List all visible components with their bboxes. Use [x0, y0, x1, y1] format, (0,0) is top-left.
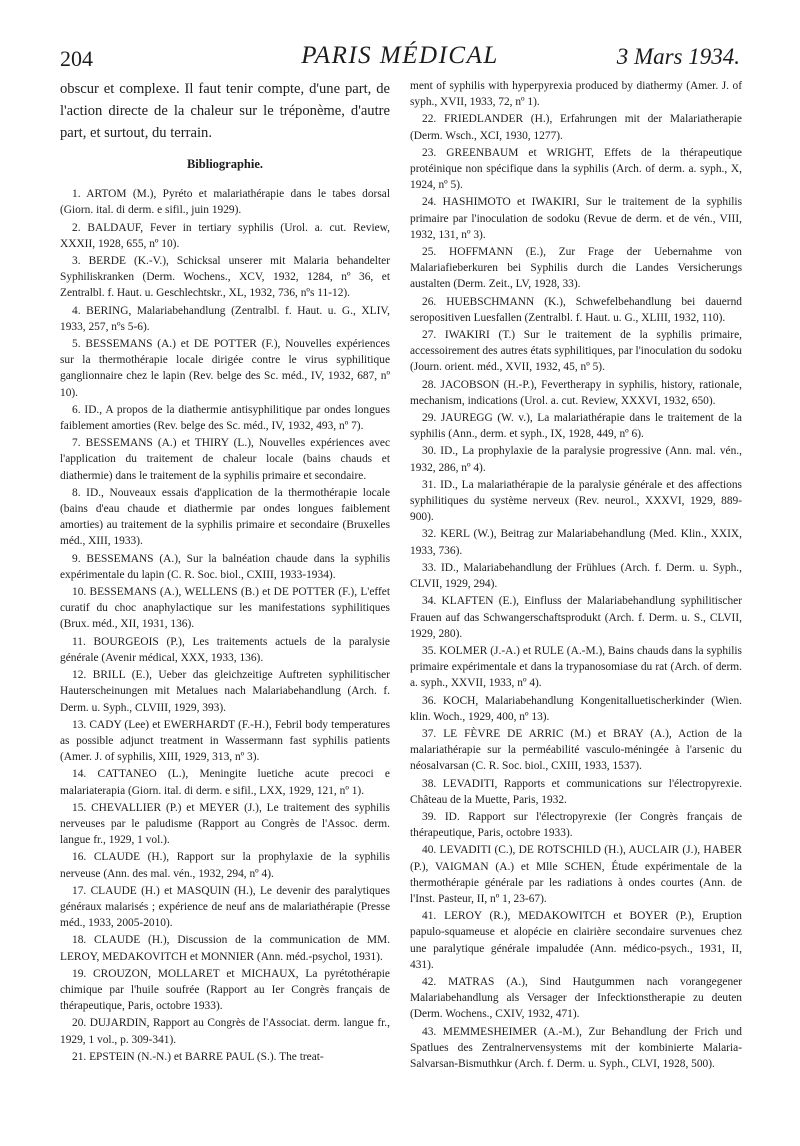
- journal-title: PARIS MÉDICAL: [301, 42, 499, 69]
- reference-item: 14. CATTANEO (L.), Meningite luetiche acute precoci e malariaterapia (Giorn. ital. di derm. e sifil., LXX, 1929, 121, nº 1).: [60, 768, 390, 797]
- reference-item: 35. KOLMER (J.-A.) et RULE (A.-M.), Bains chauds dans la syphilis primaire expérimentale et dans la trypanosomiase du rat (Arch. of derm. a. syph., XXVII, 1933, nº 4).: [410, 644, 742, 690]
- reference-item: 8. ID., Nouveaux essais d'application de la thermothérapie locale (bains d'eau chaude et diathermie par ondes longues faiblement amorties) au traitement de la syphilis primaire et secondaire (Bruxelles méd., XIII, 1933).: [60, 486, 390, 548]
- reference-item: 28. JACOBSON (H.-P.), Fevertherapy in syphilis, history, rationale, mechanism, indications (Urol. a. cut. Review, XXXVI, 1932, 650).: [410, 378, 742, 407]
- reference-item: 20. DUJARDIN, Rapport au Congrès de l'Associat. derm. langue fr., 1929, 1 vol., p. 309-341).: [60, 1017, 390, 1046]
- reference-item: 4. BERING, Malariabehandlung (Zentralbl. f. Haut. u. G., XLIV, 1933, 257, nºs 5-6).: [60, 304, 390, 333]
- left-column: [60, 78, 390, 1066]
- right-column: [410, 78, 742, 1073]
- reference-item: 23. GREENBAUM et WRIGHT, Effets de la thérapeutique protéinique non spécifique dans la syphilis (Arch. of derm. a. syph., X, 1924, nº 5).: [410, 146, 742, 192]
- reference-item: 1. ARTOM (M.), Pyréto et malariathérapie dans le tabes dorsal (Giorn. ital. di derm. e sifil., juin 1929).: [60, 188, 390, 217]
- reference-item: 24. HASHIMOTO et IWAKIRI, Sur le traitement de la syphilis primaire par l'inoculation de sodoku (Revue de derm. et de vén., VIII, 1932, 131, nº 3).: [410, 196, 742, 241]
- reference-item: 5. BESSEMANS (A.) et DE POTTER (F.), Nouvelles expériences sur la thermothérapie locale dirigée contre le virus syphilitique ganglionnaire chez le lapin (Rev. belge des Sc. méd., IV, 1932, 687, nº 10).: [60, 338, 390, 399]
- reference-item: 19. CROUZON, MOLLARET et MICHAUX, La pyrétothérapie chimique par l'huile soufrée (Rapport au Ier Congrès français de thérapeutique, Paris, octobre 1933).: [60, 967, 390, 1013]
- reference-item: 17. CLAUDE (H.) et MASQUIN (H.), Le devenir des paralytiques généraux malarisés ; expérience de neuf ans de malariathérapie (Presse méd., 1933, 2005-2010).: [60, 884, 390, 930]
- reference-item: 33. ID., Malariabehandlung der Frühlues (Arch. f. Derm. u. Syph., CLVII, 1929, 294).: [410, 561, 742, 591]
- intro-paragraph: obscur et complexe. Il faut tenir compte, d'une part, de l'action directe de la chaleur sur le tréponème, d'autre part, et surtout, du terrain.: [60, 81, 390, 141]
- reference-item: 31. ID., La malariathérapie de la paralysie générale et des affections syphilitiques du système nerveux (Rev. neurol., XXXVI, 1929, 889-900).: [410, 478, 742, 524]
- reference-item: 7. BESSEMANS (A.) et THIRY (L.), Nouvelles expériences avec l'application du traitement de chaleur locale (bains chauds et diathermie) dans le traitement de la syphilis primaire et secondaire.: [60, 437, 390, 482]
- page-header: [60, 42, 740, 76]
- reference-item: 32. KERL (W.), Beitrag zur Malariabehandlung (Med. Klin., XXIX, 1933, 736).: [410, 528, 742, 557]
- reference-item: 41. LEROY (R.), MEDAKOWITCH et BOYER (P.), Eruption papulo-squameuse et alopécie en clairière secondaire survenues chez une paralytique générale impaludée (Ann. médico-psych., 1931, II, 431).: [410, 910, 742, 971]
- reference-list-left: [60, 186, 390, 1065]
- reference-item: 16. CLAUDE (H.), Rapport sur la prophylaxie de la syphilis nerveuse (Ann. des mal. vén., 1932, 294, nº 4).: [60, 851, 390, 880]
- reference-item: 25. HOFFMANN (E.), Zur Frage der Uebernahme von Malariafieberkuren bei Syphilis durch die Landes Versicherungs austalten (Derm. Zeit., LV, 1928, 33).: [410, 246, 742, 291]
- reference-item: 22. FRIEDLANDER (H.), Erfahrungen mit der Malariatherapie (Derm. Wsch., XCI, 1930, 1277).: [410, 113, 742, 142]
- reference-item: 27. IWAKIRI (T.) Sur le traitement de la syphilis primaire, accessoirement des autres états syphilitiques, par l'inoculation du sodoku (Journ. orient. méd., XVII, 1932, 45, nº 5).: [410, 329, 742, 374]
- reference-item: 26. HUEBSCHMANN (K.), Schwefelbehandlung bei dauernd seropositiven Luesfallen (Zentralbl. f. Haut. u. G., XLIII, 1932, 110).: [410, 295, 742, 324]
- reference-item: 39. ID. Rapport sur l'électropyrexie (Ier Congrès français de thérapeutique, Paris, octobre 1933).: [410, 810, 742, 840]
- reference-item: 21. EPSTEIN (N.-N.) et BARRE PAUL (S.). The treat-: [72, 1050, 324, 1063]
- reference-item: 18. CLAUDE (H.), Discussion de la communication de MM. LEROY, MEDAKOVITCH et MONNIER (Ann. méd.-psychol, 1931).: [60, 934, 390, 963]
- reference-item: 43. MEMMESHEIMER (A.-M.), Zur Behandlung der Frich und Spatlues des Zentralnervensystems mit der kombinierte Malaria-Salvarsan-Bismuthkur (Arch. f. Derm. u. Syph., CLVI, 1928, 500).: [410, 1025, 742, 1070]
- reference-item: 37. LE FÈVRE DE ARRIC (M.) et BRAY (A.), Action de la malariathérapie sur la perméabilité vasculo-méningée à l'arsenic du néosalvarsan (C. R. Soc. biol., CXIII, 1933, 1537).: [410, 727, 742, 773]
- reference-item: 9. BESSEMANS (A.), Sur la balnéation chaude dans la syphilis expérimentale du lapin (C. R. Soc. biol., CXIII, 1933-1934).: [60, 552, 390, 581]
- issue-date: 3 Mars 1934.: [616, 44, 740, 69]
- reference-item: 10. BESSEMANS (A.), WELLENS (B.) et DE POTTER (F.), L'effet curatif du choc anaphylactique sur les manifestations syphilitiques (Brux. méd., XII, 1931, 136).: [60, 586, 390, 631]
- reference-item: 13. CADY (Lee) et EWERHARDT (F.-H.), Febril body temperatures as possible adjunct treatment in Wassermann fast syphilis patients (Amer. J. of syphilis, XIII, 1929, 313, nº 3).: [60, 718, 390, 764]
- reference-continuation: ment of syphilis with hyperpyrexia produced by diathermy (Amer. J. of syph., XVII, 1933, 72, nº 1).: [410, 80, 742, 109]
- reference-item: 40. LEVADITI (C.), DE ROTSCHILD (H.), AUCLAIR (J.), HABER (P.), VAIGMAN (A.) et Mlle SCHEN, Étude expérimentale de la thermothérapie générale par les radiations à ondes courtes (Ann. de l'Inst. Pasteur, II, nº 1, 23-67).: [410, 844, 742, 905]
- reference-item: 29. JAUREGG (W. v.), La malariathérapie dans le traitement de la syphilis (Ann., derm. et syph., IX, 1928, 449, nº 6).: [410, 412, 742, 441]
- reference-item: 30. ID., La prophylaxie de la paralysie progressive (Ann. mal. vén., 1932, 286, nº 4).: [410, 445, 742, 474]
- reference-item: 6. ID., A propos de la diathermie antisyphilitique par ondes longues faiblement amorties (Rev. belge des Sc. méd., IV, 1932, 493, nº 7).: [60, 403, 390, 433]
- reference-item: 38. LEVADITI, Rapports et communications sur l'électropyrexie. Château de la Muette, Paris, 1932.: [410, 777, 742, 806]
- reference-item: 3. BERDE (K.-V.), Schicksal unserer mit Malaria behandelter Syphiliskranken (Derm. Wochens., XCV, 1932, 1284, nº 36, et Zentralbl. f. Haut. u. Geschlechtskr., XL, 1932, 736, nºs 11-12).: [60, 255, 390, 300]
- reference-item: 34. KLAFTEN (E.), Einfluss der Malariabehandlung syphilitischer Frauen auf das Schwangerschaftsprodukt (Arch. f. Derm. u. S., CLVII, 1929, 280).: [410, 595, 742, 640]
- reference-item: 2. BALDAUF, Fever in tertiary syphilis (Urol. a. cut. Review, XXXII, 1928, 655, nº 10).: [60, 221, 390, 250]
- reference-item: 15. CHEVALLIER (P.) et MEYER (J.), Le traitement des syphilis nerveuses par le paludisme (Rapport au Congrès de l'Assoc. derm. langue fr., 1929, 1 vol.).: [60, 801, 390, 847]
- bibliography-heading: Bibliographie.: [186, 157, 264, 171]
- page-number: 204: [60, 46, 93, 71]
- reference-item: 12. BRILL (E.), Ueber das gleichzeitige Auftreten syphilitischer Hauterscheinungen mit Metalues nach Malariabehandlung (Arch. f. Derm. u. Syph., CLVIII, 1929, 393).: [60, 669, 390, 714]
- reference-list-right: [410, 111, 742, 1072]
- reference-item: 42. MATRAS (A.), Sind Hautgummen nach vorangegener Malariabehandlung als Versager der Infecktionstherapie zu deuten (Derm. Wochens., CXIV, 1932, 471).: [410, 975, 742, 1021]
- reference-item: 11. BOURGEOIS (P.), Les traitements actuels de la paralysie générale (Avenir médical, XXX, 1933, 136).: [60, 635, 390, 664]
- reference-item: 36. KOCH, Malariabehandlung Kongenitalluetischerkinder (Wien. klin. Woch., 1929, 400, nº 13).: [410, 694, 742, 723]
